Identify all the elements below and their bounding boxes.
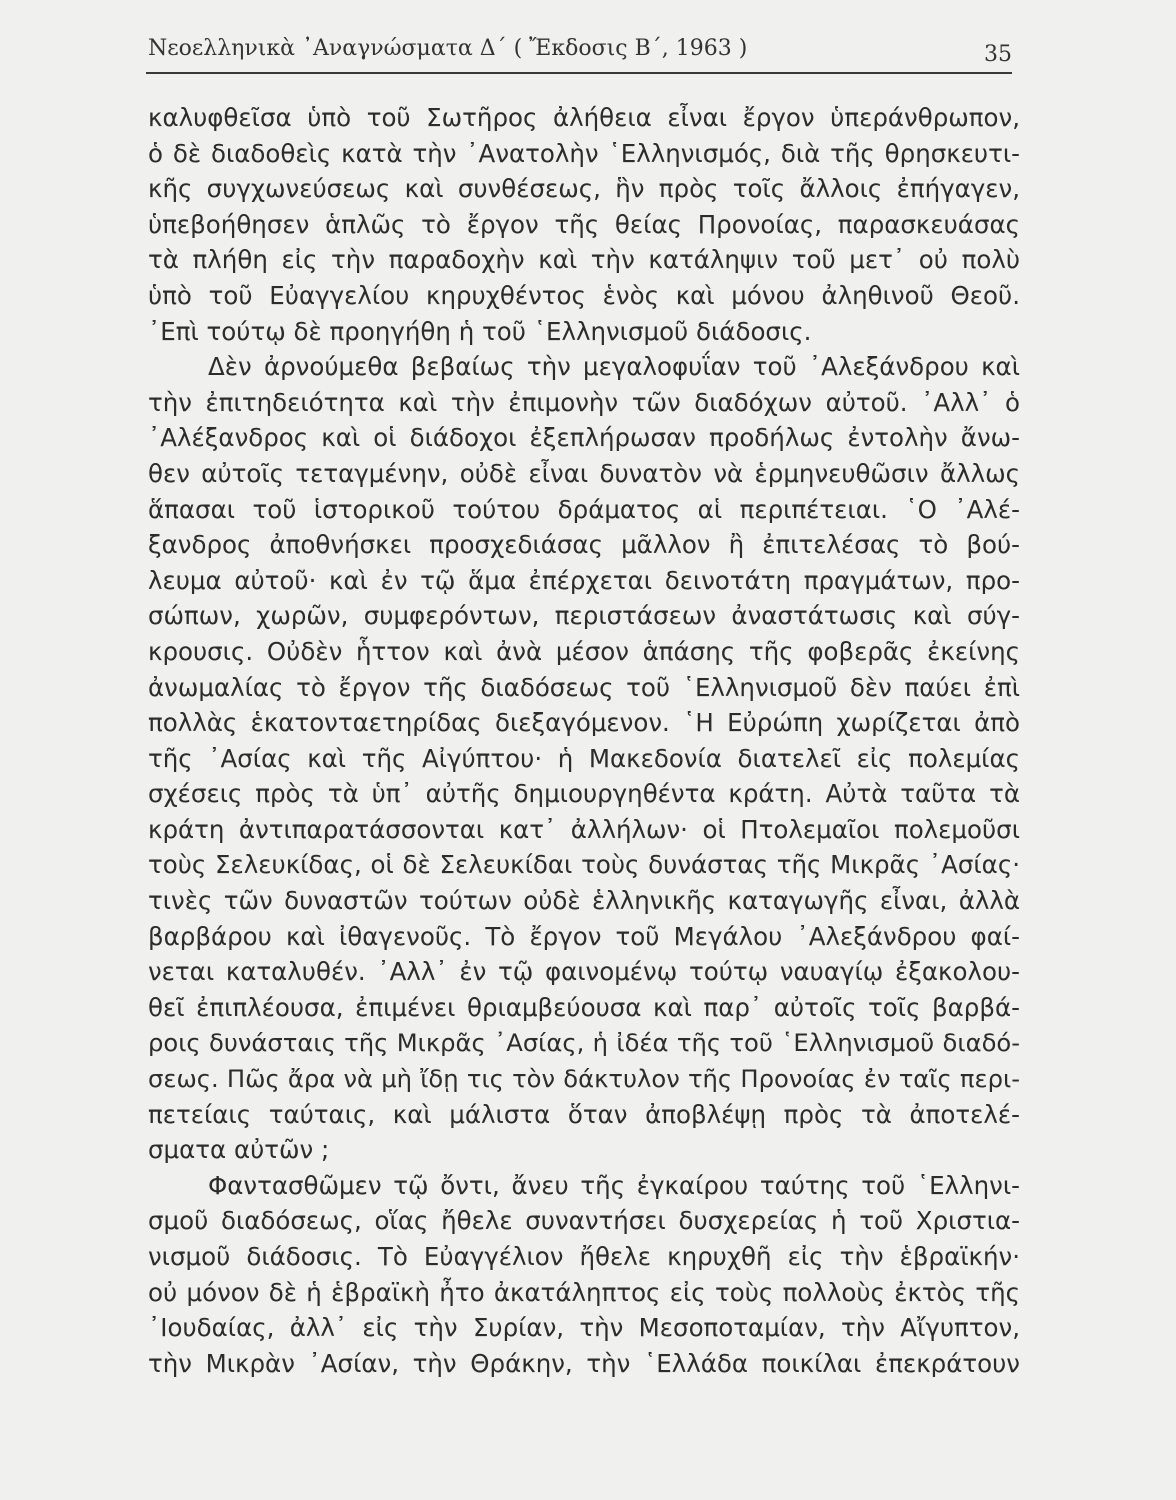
- text-line: νεται καταλυθέν. ᾿Αλλ᾿ ἐν τῷ φαινομένῳ τούτῳ ναυαγίῳ ἐξακολου-: [148, 957, 1020, 987]
- text-line: ροις δυνάσταις τῆς Μικρᾶς ᾿Ασίας, ἡ ἰδέα τῆς τοῦ ῾Ελληνισμοῦ διαδό-: [148, 1028, 1020, 1058]
- text-line: καλυφθεῖσα ὑπὸ τοῦ Σωτῆρος ἀλήθεια εἶναι ἔργον ὑπεράνθρωπον,: [148, 103, 1020, 132]
- text-line: ἅπασαι τοῦ ἱστορικοῦ τούτου δράματος αἱ περιπέτειαι. ῾Ο ᾿Αλέ-: [148, 494, 1020, 524]
- text-line: ᾿Ιουδαίας, ἀλλ᾿ εἰς τὴν Συρίαν, τὴν Μεσοποταμίαν, τὴν Αἴγυπτον,: [148, 1313, 1020, 1343]
- text-line: σώπων, χωρῶν, συμφερόντων, περιστάσεων ἀναστάτωσις καὶ σύγ-: [148, 601, 1020, 631]
- paragraph-start-line: Δὲν ἀρνούμεθα βεβαίως τὴν μεγαλοφυΐαν τοῦ ᾿Αλεξάνδρου καὶ: [208, 352, 1020, 382]
- paragraph-start-line: Φαντασθῶμεν τῷ ὄντι, ἄνευ τῆς ἐγκαίρου ταύτης τοῦ ῾Ελληνι-: [208, 1170, 1020, 1200]
- text-line: ὑπεβοήθησεν ἁπλῶς τὸ ἔργον τῆς θείας Προνοίας, παρασκευάσας: [148, 209, 1020, 239]
- text-line: ᾿Επὶ τούτῳ δὲ προηγήθη ἡ τοῦ ῾Ελληνισμοῦ διάδοσις.: [148, 316, 812, 346]
- text-line: κράτη ἀντιπαρατάσσονται κατ᾿ ἀλλήλων· οἱ Πτολεμαῖοι πολεμοῦσι: [148, 814, 1020, 844]
- text-line: τοὺς Σελευκίδας, οἱ δὲ Σελευκίδαι τοὺς δυνάστας τῆς Μικρᾶς ᾿Ασίας·: [148, 850, 1020, 880]
- text-line: βαρβάρου καὶ ἰθαγενοῦς. Τὸ ἔργον τοῦ Μεγάλου ᾿Αλεξάνδρου φαί-: [148, 921, 1020, 951]
- page-number: 35: [984, 42, 1012, 67]
- text-line: τινὲς τῶν δυναστῶν τούτων οὐδὲ ἑλληνικῆς καταγωγῆς εἶναι, ἀλλὰ: [148, 886, 1020, 916]
- text-line: τῆς ᾿Ασίας καὶ τῆς Αἰγύπτου· ἡ Μακεδονία διατελεῖ εἰς πολεμίας: [148, 743, 1020, 773]
- text-line: πετείαις ταύταις, καὶ μάλιστα ὅταν ἀποβλέψῃ πρὸς τὰ ἀποτελέ-: [148, 1099, 1020, 1129]
- body-text: [148, 100, 1020, 1381]
- text-line: κρουσις. Οὐδὲν ἧττον καὶ ἀνὰ μέσον ἁπάσης τῆς φοβερᾶς ἐκείνης: [148, 636, 1020, 666]
- text-line: θεν αὐτοῖς τεταγμένην, οὐδὲ εἶναι δυνατὸν νὰ ἑρμηνευθῶσιν ἄλλως: [148, 458, 1020, 488]
- text-line: σεως. Πῶς ἄρα νὰ μὴ ἴδῃ τις τὸν δάκτυλον τῆς Προνοίας ἐν ταῖς περι-: [148, 1064, 1020, 1094]
- text-line: θεῖ ἐπιπλέουσα, ἐπιμένει θριαμβεύουσα καὶ παρ᾿ αὐτοῖς τοῖς βαρβά-: [148, 992, 1020, 1022]
- text-line: ἀνωμαλίας τὸ ἔργον τῆς διαδόσεως τοῦ ῾Ελληνισμοῦ δὲν παύει ἐπὶ: [148, 672, 1020, 702]
- text-line: ὑπὸ τοῦ Εὐαγγελίου κηρυχθέντος ἑνὸς καὶ μόνου ἀληθινοῦ Θεοῦ.: [148, 280, 1020, 310]
- text-line: σχέσεις πρὸς τὰ ὑπ᾿ αὐτῆς δημιουργηθέντα κράτη. Αὐτὰ ταῦτα τὰ: [148, 779, 1020, 809]
- text-line: ᾿Αλέξανδρος καὶ οἱ διάδοχοι ἐξεπλήρωσαν προδήλως ἐντολὴν ἄνω-: [148, 423, 1020, 453]
- text-line: ξανδρος ἀποθνήσκει προσχεδιάσας μᾶλλον ἢ ἐπιτελέσας τὸ βού-: [148, 530, 1020, 560]
- text-line: σματα αὐτῶν ;: [148, 1135, 330, 1165]
- text-line: ὁ δὲ διαδοθεὶς κατὰ τὴν ᾿Ανατολὴν ῾Ελληνισμός, διὰ τῆς θρησκευτι-: [148, 138, 1020, 168]
- text-line: κῆς συγχωνεύσεως καὶ συνθέσεως, ἣν πρὸς τοῖς ἄλλοις ἐπήγαγεν,: [148, 174, 1020, 204]
- text-line: τὴν Μικρὰν ᾿Ασίαν, τὴν Θράκην, τὴν ῾Ελλάδα ποικίλαι ἐπεκράτουν: [148, 1348, 1020, 1378]
- text-line: σμοῦ διαδόσεως, οἵας ἤθελε συναντήσει δυσχερείας ἡ τοῦ Χριστια-: [148, 1206, 1020, 1236]
- text-line: νισμοῦ διάδοσις. Τὸ Εὐαγγέλιον ἤθελε κηρυχθῆ εἰς τὴν ἑβραϊκήν·: [148, 1242, 1020, 1271]
- text-line: τὰ πλήθη εἰς τὴν παραδοχὴν καὶ τὴν κατάληψιν τοῦ μετ᾿ οὐ πολὺ: [148, 245, 1020, 275]
- text-line: τὴν ἐπιτηδειότητα καὶ τὴν ἐπιμονὴν τῶν διαδόχων αὐτοῦ. ᾿Αλλ᾿ ὁ: [148, 387, 1020, 417]
- text-line: πολλὰς ἑκατονταετηρίδας διεξαγόμενον. ῾Η Εὐρώπη χωρίζεται ἀπὸ: [148, 708, 1020, 738]
- text-line: οὐ μόνον δὲ ἡ ἑβραϊκὴ ἦτο ἀκατάληπτος εἰς τοὺς πολλοὺς ἐκτὸς τῆς: [148, 1277, 1020, 1307]
- running-header: [146, 32, 1012, 74]
- text-line: λευμα αὐτοῦ· καὶ ἐν τῷ ἅμα ἐπέρχεται δεινοτάτη πραγμάτων, προ-: [148, 565, 1020, 595]
- header-title: Νεοελληνικὰ ᾿Αναγνώσματα Δ΄ ( Ἔκδοσις Β΄, 1963 ): [148, 36, 748, 61]
